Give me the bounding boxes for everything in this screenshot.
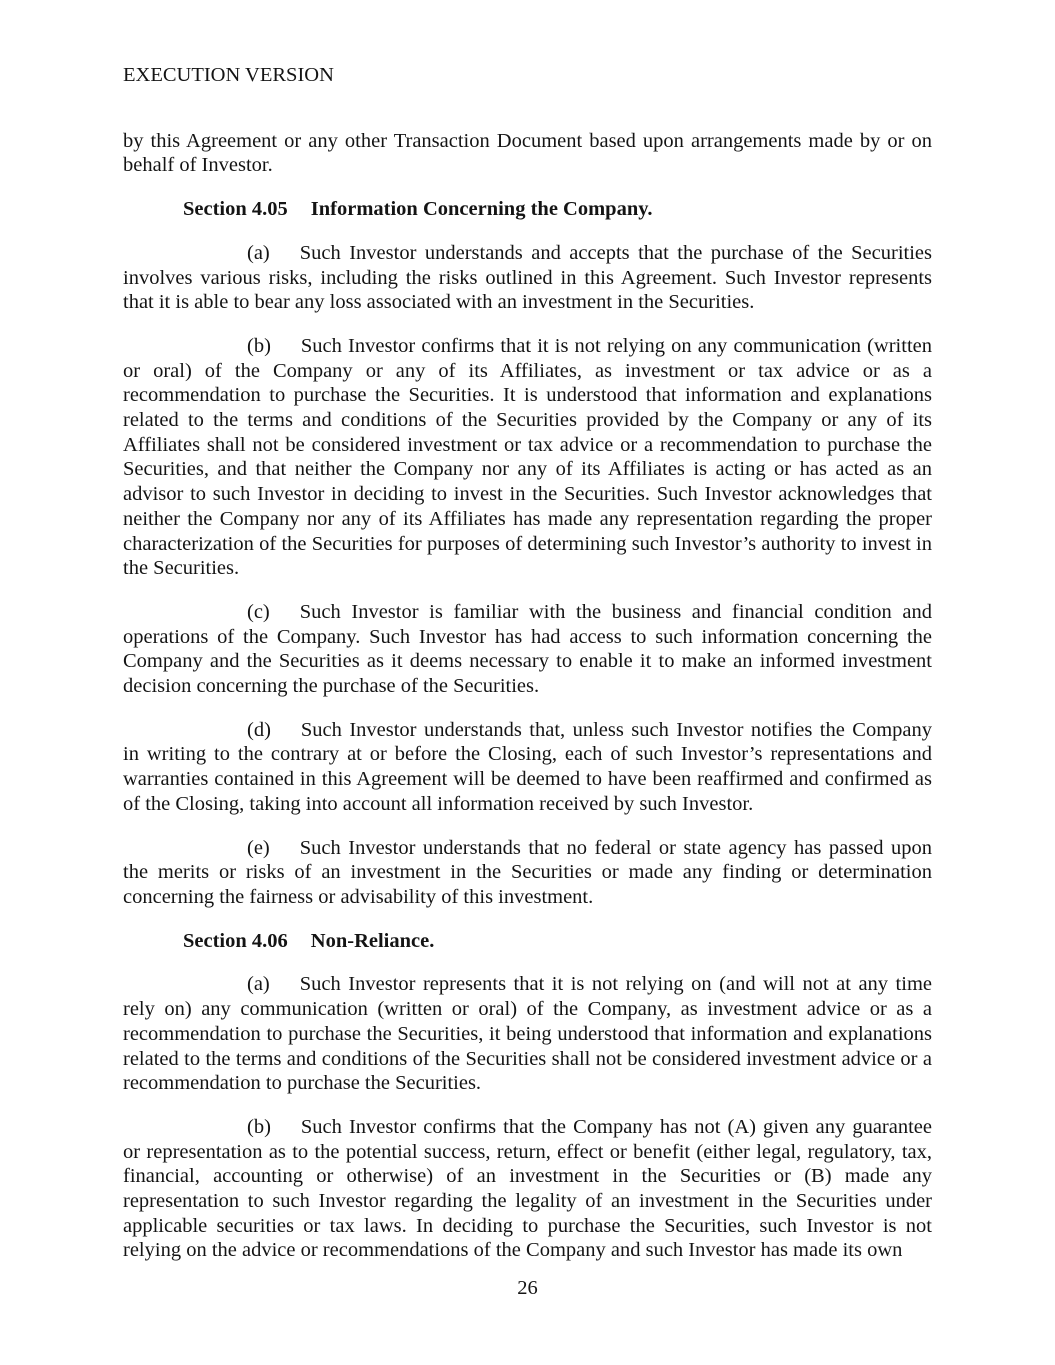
- page-number: 26: [517, 1277, 538, 1299]
- paragraph-4-05-b: [123, 334, 932, 581]
- section-title: Information Concerning the Company.: [310, 198, 653, 221]
- paragraph-4-05-d: [123, 718, 932, 817]
- paragraph-text: Such Investor understands and accepts that the purchase of the Securities involves various risks, including the risks outlined in this Agreement. Such Investor represents that it is able to bear any loss associated with an investment in the Securities.: [123, 241, 932, 314]
- paragraph-label: (b): [247, 334, 271, 357]
- execution-version-header: EXECUTION VERSION: [123, 64, 334, 86]
- paragraph-label: (c): [247, 600, 270, 623]
- section-title: Non-Reliance.: [310, 929, 435, 952]
- section-4-06-heading: [123, 929, 932, 954]
- paragraph-4-06-a: [123, 972, 932, 1096]
- paragraph-label: (a): [247, 973, 270, 996]
- paragraph-label: (a): [247, 241, 270, 264]
- paragraph-label: (b): [247, 1115, 271, 1138]
- section-number: Section 4.05: [183, 198, 288, 221]
- intro-continuation-paragraph: by this Agreement or any other Transaction Document based upon arrangements made by or on behalf of Investor.: [123, 129, 932, 177]
- paragraph-4-05-a: [123, 241, 932, 315]
- paragraph-text: Such Investor represents that it is not relying on (and will not at any time rely on) any communication (written or oral) of the Company, as investment advice or as a recommendation to purchase the Securities, it being understood that information and explanations related to the terms and conditions of the Securities shall not be considered investment advice or a recommendation to purchase the Securities.: [123, 973, 932, 1095]
- paragraph-text: Such Investor confirms that the Company has not (A) given any guarantee or representation as to the potential success, return, effect or benefit (either legal, regulatory, tax, financial, accounting or otherwise) of an investment in the Securities or (B) made any representation to such Investor regarding the legality of an investment in the Securities under applicable securities or tax laws. In deciding to purchase the Securities, such Investor is not relying on the advice or recommendations of the Company and such Investor has made its own: [123, 1115, 932, 1262]
- paragraph-label: (d): [247, 718, 271, 741]
- section-number: Section 4.06: [183, 929, 288, 952]
- paragraph-text: Such Investor understands that no federal or state agency has passed upon the merits or risks of an investment in the Securities or made any finding or determination concerning the fairness or advisability of this investment.: [123, 836, 932, 908]
- section-4-05-heading: [123, 197, 932, 222]
- paragraph-4-05-e: [123, 836, 932, 910]
- paragraph-text: Such Investor understands that, unless such Investor notifies the Company in writing to the contrary at or before the Closing, each of such Investor’s representations and warranties contained in this Agreement will be deemed to have been reaffirmed and confirmed as of the Closing, taking into account all information received by such Investor.: [123, 718, 932, 815]
- paragraph-4-06-b: [123, 1115, 932, 1263]
- paragraph-text: Such Investor is familiar with the business and financial condition and operations of the Company. Such Investor has had access to such information concerning the Company and the Securities as it deems necessary to enable it to make an informed investment decision concerning the purchase of the Securities.: [123, 600, 932, 698]
- paragraph-label: (e): [247, 836, 270, 859]
- paragraph-text: Such Investor confirms that it is not relying on any communication (written or oral) of the Company or any of its Affiliates, as investment or tax advice or as a recommendation to purchase the Securities. It is understood that information and explanations related to the terms and conditions of the Securities provided by the Company or any of its Affiliates shall not be considered investment or tax advice or a recommendation to purchase the Securities, and that neither the Company nor any of its Affiliates is acting or has acted as an advisor to such Investor in deciding to invest in the Securities. Such Investor acknowledges that neither the Company nor any of its Affiliates has made any representation regarding the proper characterization of the Securities for purposes of determining such Investor’s authority to invest in the Securities.: [123, 334, 932, 580]
- paragraph-4-05-c: [123, 600, 932, 699]
